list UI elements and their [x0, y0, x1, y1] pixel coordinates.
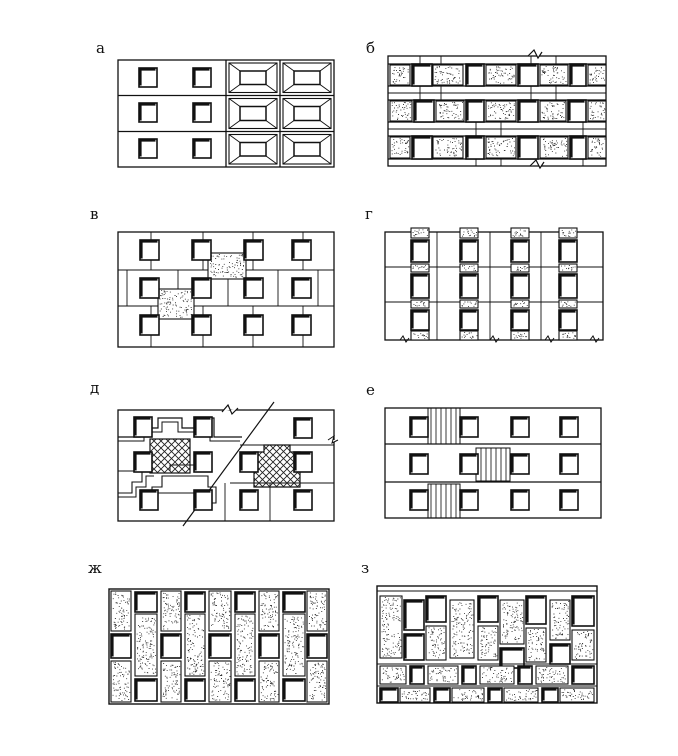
dotted-block: [426, 626, 446, 660]
window: [460, 490, 478, 510]
window: [466, 100, 484, 122]
window: [209, 634, 231, 658]
window: [161, 634, 181, 658]
window: [192, 240, 211, 260]
window: [511, 490, 529, 510]
panel-d: [118, 402, 338, 526]
window: [139, 103, 157, 122]
window: [559, 274, 577, 298]
window: [307, 634, 327, 658]
window: [193, 139, 211, 158]
dotted-block: [436, 101, 464, 121]
coffer-recess: [294, 71, 320, 85]
dotted-block: [428, 666, 458, 684]
window: [511, 417, 529, 437]
coffer-recess: [240, 71, 266, 85]
window: [259, 634, 279, 658]
window: [140, 490, 158, 510]
window: [134, 417, 152, 437]
window: [518, 136, 538, 159]
dotted-block: [283, 614, 305, 676]
window: [560, 454, 578, 474]
dotted-block: [209, 591, 231, 631]
coffer-recess: [240, 143, 266, 157]
panel-zh: [109, 589, 329, 704]
dotted-block: [526, 628, 546, 662]
dotted-block: [161, 661, 181, 702]
dotted-insert: [158, 289, 194, 319]
window: [292, 278, 311, 298]
window: [511, 310, 529, 330]
window: [572, 596, 594, 626]
window: [518, 64, 538, 86]
window: [559, 240, 577, 262]
window: [194, 490, 212, 510]
dotted-block: [135, 614, 157, 676]
dotted-spandrel: [559, 264, 577, 272]
window: [111, 634, 131, 658]
window: [466, 136, 484, 159]
window: [244, 240, 263, 260]
window: [411, 240, 429, 262]
window: [292, 240, 311, 260]
window: [294, 452, 312, 472]
window: [193, 103, 211, 122]
dotted-block: [452, 688, 484, 702]
window: [410, 454, 428, 474]
dotted-spandrel: [460, 331, 478, 340]
dotted-block: [486, 137, 516, 158]
panel-label-d: д: [90, 379, 100, 397]
window: [235, 592, 255, 612]
window: [560, 490, 578, 510]
panel-g: [385, 228, 603, 342]
panel-b: [388, 50, 606, 168]
dotted-spandrel: [559, 228, 577, 238]
window: [134, 452, 152, 472]
window: [410, 417, 428, 437]
window: [404, 600, 424, 630]
window: [560, 417, 578, 437]
dotted-spandrel: [411, 300, 429, 308]
dotted-block: [572, 630, 594, 660]
panel-e: [385, 408, 601, 518]
dotted-block: [235, 614, 255, 676]
dotted-spandrel: [511, 331, 529, 340]
window: [518, 100, 538, 122]
window: [410, 490, 428, 510]
panel-a: [118, 60, 334, 167]
striped-insert: [476, 448, 510, 481]
window: [194, 452, 212, 472]
window: [139, 68, 157, 87]
striped-insert: [428, 408, 460, 444]
panel-z: [377, 586, 597, 703]
window: [140, 278, 159, 298]
panel-label-zh: ж: [88, 559, 102, 577]
panel-label-b: б: [366, 39, 376, 57]
window: [240, 490, 258, 510]
window: [411, 310, 429, 330]
window: [140, 240, 159, 260]
panel-label-e: е: [366, 381, 375, 399]
window: [185, 679, 205, 701]
panel-label-v: в: [90, 205, 99, 223]
window: [572, 666, 594, 684]
window: [185, 592, 205, 612]
window: [526, 596, 546, 624]
dotted-spandrel: [411, 228, 429, 238]
striped-insert: [428, 484, 460, 518]
panel-label-g: г: [365, 205, 373, 223]
window: [550, 644, 570, 664]
window: [404, 634, 424, 660]
dotted-spandrel: [559, 300, 577, 308]
panel-label-z: з: [361, 559, 370, 577]
dotted-block: [259, 661, 279, 702]
window: [193, 68, 211, 87]
window: [140, 315, 159, 335]
panel-v: [118, 232, 334, 347]
window: [511, 454, 529, 474]
window: [235, 679, 255, 701]
window: [139, 139, 157, 158]
dotted-block: [486, 65, 516, 85]
window: [292, 315, 311, 335]
window: [460, 454, 478, 474]
window: [135, 679, 157, 701]
window: [466, 64, 484, 86]
coffer-recess: [294, 107, 320, 121]
window: [414, 100, 434, 122]
dotted-block: [540, 137, 568, 158]
window: [411, 274, 429, 298]
dotted-block: [450, 600, 474, 658]
window: [240, 452, 258, 472]
window: [192, 315, 211, 335]
window: [283, 679, 305, 701]
window: [244, 315, 263, 335]
window: [460, 417, 478, 437]
window: [192, 278, 211, 298]
dotted-spandrel: [511, 300, 529, 308]
dotted-spandrel: [411, 331, 429, 340]
window: [460, 240, 478, 262]
window: [283, 592, 305, 612]
window: [559, 310, 577, 330]
crosshatch-panel: [150, 439, 190, 473]
coffer-recess: [294, 143, 320, 157]
window: [294, 418, 312, 438]
window: [412, 64, 432, 86]
dotted-block: [380, 666, 406, 684]
window: [511, 274, 529, 298]
window: [412, 136, 432, 159]
coffer-recess: [240, 107, 266, 121]
dotted-spandrel: [411, 264, 429, 272]
window: [478, 596, 498, 622]
window: [460, 310, 478, 330]
window: [135, 592, 157, 612]
window: [194, 417, 212, 437]
window: [460, 274, 478, 298]
window: [511, 240, 529, 262]
panel-label-a: а: [96, 39, 105, 57]
window: [426, 596, 446, 622]
window: [244, 278, 263, 298]
window: [500, 648, 524, 668]
window: [294, 490, 312, 510]
window: [568, 100, 586, 122]
dotted-block: [400, 688, 430, 702]
